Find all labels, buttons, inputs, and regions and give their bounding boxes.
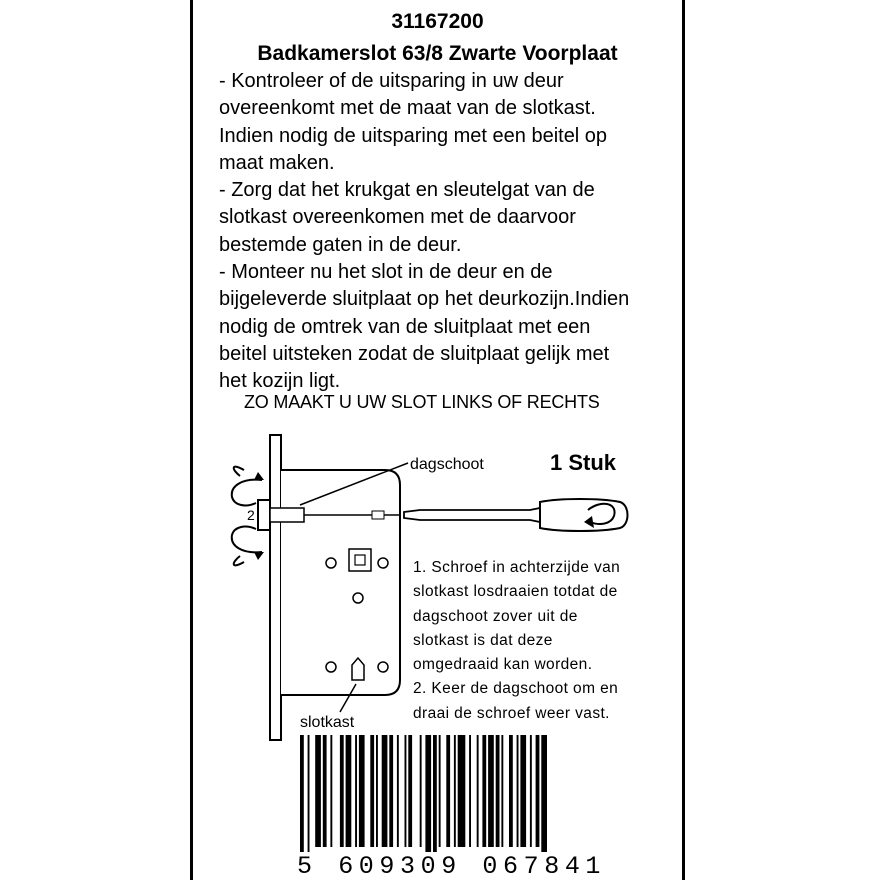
- barcode-bar: [397, 735, 399, 847]
- barcode-bar: [323, 735, 327, 847]
- barcode-bar: [520, 735, 526, 847]
- barcode-bar: [501, 735, 503, 847]
- barcode-bar: [382, 735, 388, 847]
- barcode-bar: [509, 735, 513, 847]
- barcode-bar: [376, 735, 378, 847]
- hole: [326, 558, 336, 568]
- instruction-line: - Zorg dat het krukgat en sleutelgat van de: [219, 179, 595, 202]
- hole: [378, 662, 388, 672]
- barcode-bar: [340, 735, 344, 847]
- barcode-bar: [458, 735, 466, 847]
- quantity-label: 1 Stuk: [550, 450, 617, 475]
- barcode-bar: [439, 735, 441, 847]
- instruction-line: beitel uitsteken zodat de sluitplaat gelijk met: [219, 342, 610, 365]
- hole: [326, 662, 336, 672]
- number-label: 2: [247, 507, 255, 523]
- barcode-bar: [308, 735, 310, 855]
- label-dagschoot: dagschoot: [410, 456, 484, 473]
- instruction-line: overeenkomt met de maat van de slotkast.: [219, 97, 596, 120]
- screwdriver-shaft: [404, 508, 540, 522]
- barcode-bar: [300, 735, 304, 855]
- instruction-line: Indien nodig de uitsparing met een beitel op: [219, 124, 608, 147]
- instruction-line: slotkast overeenkomen met de daarvoor: [219, 206, 576, 229]
- faceplate: [270, 435, 281, 740]
- barcode-bar: [359, 735, 365, 847]
- barcode-bar: [355, 735, 357, 847]
- instruction-line: - Kontroleer of de uitsparing in uw deur: [219, 70, 564, 92]
- barcode-bar: [517, 735, 519, 847]
- barcode-bar: [389, 735, 393, 847]
- hole: [378, 558, 388, 568]
- barcode-bar: [482, 735, 486, 847]
- step-line: dagschoot zover uit de: [413, 607, 578, 625]
- barcode-bar: [536, 735, 540, 847]
- instruction-line: maat maken.: [219, 151, 335, 174]
- barcode-bar: [530, 735, 532, 847]
- barcode-bar: [496, 735, 500, 847]
- label-slotkast: slotkast: [300, 714, 355, 731]
- instruction-line: het kozijn ligt.: [219, 370, 341, 393]
- barcode-bar: [420, 735, 422, 847]
- instruction-line: - Monteer nu het slot in de deur en de: [219, 261, 553, 284]
- barcode-bar: [370, 735, 374, 847]
- barcode-bar: [425, 735, 431, 855]
- barcode-bar: [315, 735, 321, 847]
- barcode-bar: [346, 735, 352, 847]
- barcode: [300, 735, 600, 855]
- barcode-bar: [330, 735, 332, 847]
- barcode-bar: [488, 735, 494, 847]
- step-line: omgedraaid kan worden.: [413, 656, 593, 674]
- product-title: Badkamerslot 63/8 Zwarte Voorplaat: [257, 42, 618, 65]
- barcode-bar: [541, 735, 547, 855]
- lock-case: [281, 470, 400, 695]
- barcode-digits: 5 609309 067841: [297, 852, 607, 881]
- screw-head: [372, 511, 384, 519]
- barcode-bar: [477, 735, 479, 847]
- step-line: slotkast is dat deze: [413, 631, 553, 649]
- steps-block: [413, 556, 620, 726]
- instruction-line: nodig de omtrek van de sluitplaat met een: [219, 315, 591, 338]
- instruction-line: bestemde gaten in de deur.: [219, 233, 462, 256]
- latch-bolt: [258, 500, 270, 530]
- barcode-bar: [433, 735, 437, 855]
- article-code: 31167200: [391, 10, 484, 33]
- step-line: 1. Schroef in achterzijde van: [413, 559, 621, 576]
- barcode-bar: [408, 735, 412, 847]
- barcode-bar: [446, 735, 450, 847]
- arrow-head: [254, 472, 264, 480]
- arrow-head: [254, 552, 264, 560]
- step-line: draai de schroef weer vast.: [413, 704, 610, 722]
- instruction-line: bijgeleverde sluitplaat op het deurkozijn.Indien: [219, 288, 630, 311]
- step-line: 2. Keer de dagschoot om en: [413, 680, 619, 698]
- barcode-bar: [469, 735, 471, 847]
- barcode-bar: [405, 735, 407, 847]
- hole: [353, 593, 363, 603]
- barcode-bar: [454, 735, 456, 847]
- diagram-heading: ZO MAAKT U UW SLOT LINKS OF RECHTS: [244, 392, 600, 412]
- step-line: slotkast losdraaien totdat de: [413, 583, 618, 601]
- latch-tail: [270, 508, 304, 522]
